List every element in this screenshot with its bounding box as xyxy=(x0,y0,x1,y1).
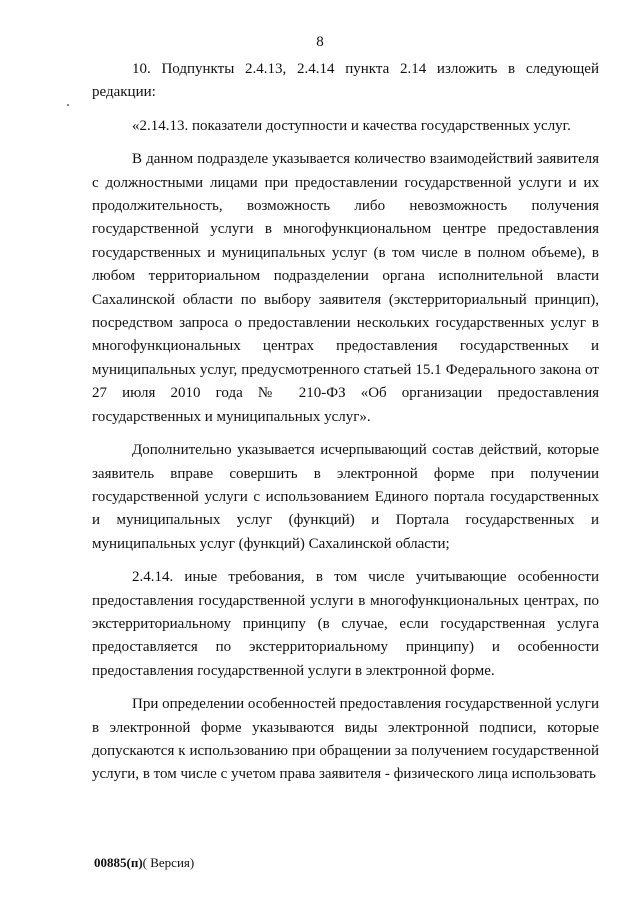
document-code: 00885(п) xyxy=(94,855,143,870)
document-version: ( Версия) xyxy=(142,855,195,870)
electronic-actions-paragraph: Дополнительно указывается исчерпывающий состав действий, которые заявитель вправе совершить в электронной форме при получении государственной услуги с использованием Единого портала государственных и муниципальных услуг (функций) и Портала государственных и муниципальных услуг (функций) Сахалинской области; xyxy=(92,442,599,552)
interactions-paragraph: В данном подразделе указывается количество взаимодействий заявителя с должностными лицами при предоставлении государственной услуги и их продолжительность, возможность либо невозможность получения государственной услуги в многофункциональном центре предоставления государственных и муниципальных услуг (в том числе в полном объеме), в любом территориальном подразделении органа исполнительной власти Сахалинской области по выбору заявителя (экстерриториальный принцип), посредством запроса о предоставлении нескольких государственных услуг в многофункциональных центрах предоставления государственных и муниципальных услуг, предусмотренного статьей 15.1 Федерального закона от 27 июля 2010 года № 210-ФЗ «Об организации предоставления государственных и муниципальных услуг». xyxy=(92,151,599,425)
amendment-intro-paragraph: 10. Подпункты 2.4.13, 2.4.14 пункта 2.14 изложить в следующей редакции: xyxy=(92,61,599,101)
document-body xyxy=(92,58,599,797)
subsection-2-4-14-paragraph: 2.4.14. иные требования, в том числе учитывающие особенности предоставления государственной услуги в многофункциональных центрах, по экстерриториальному принципу (в случае, если государственная услуга предоставляется по экстерриториальному принципу) и особенности предоставления государственной услуги в электронной форме. xyxy=(92,569,599,679)
scan-artifact xyxy=(67,104,69,106)
electronic-signature-paragraph: При определении особенностей предоставления государственной услуги в электронной форме указываются виды электронной подписи, которые допускаются к использованию при обращении за получением государственной услуги, в том числе с учетом права заявителя - физического лица использовать xyxy=(92,696,599,783)
subsection-2-14-13-heading: «2.14.13. показатели доступности и качества государственных услуг. xyxy=(132,117,571,134)
document-code-footer xyxy=(94,855,194,871)
page-number: 8 xyxy=(316,34,324,50)
